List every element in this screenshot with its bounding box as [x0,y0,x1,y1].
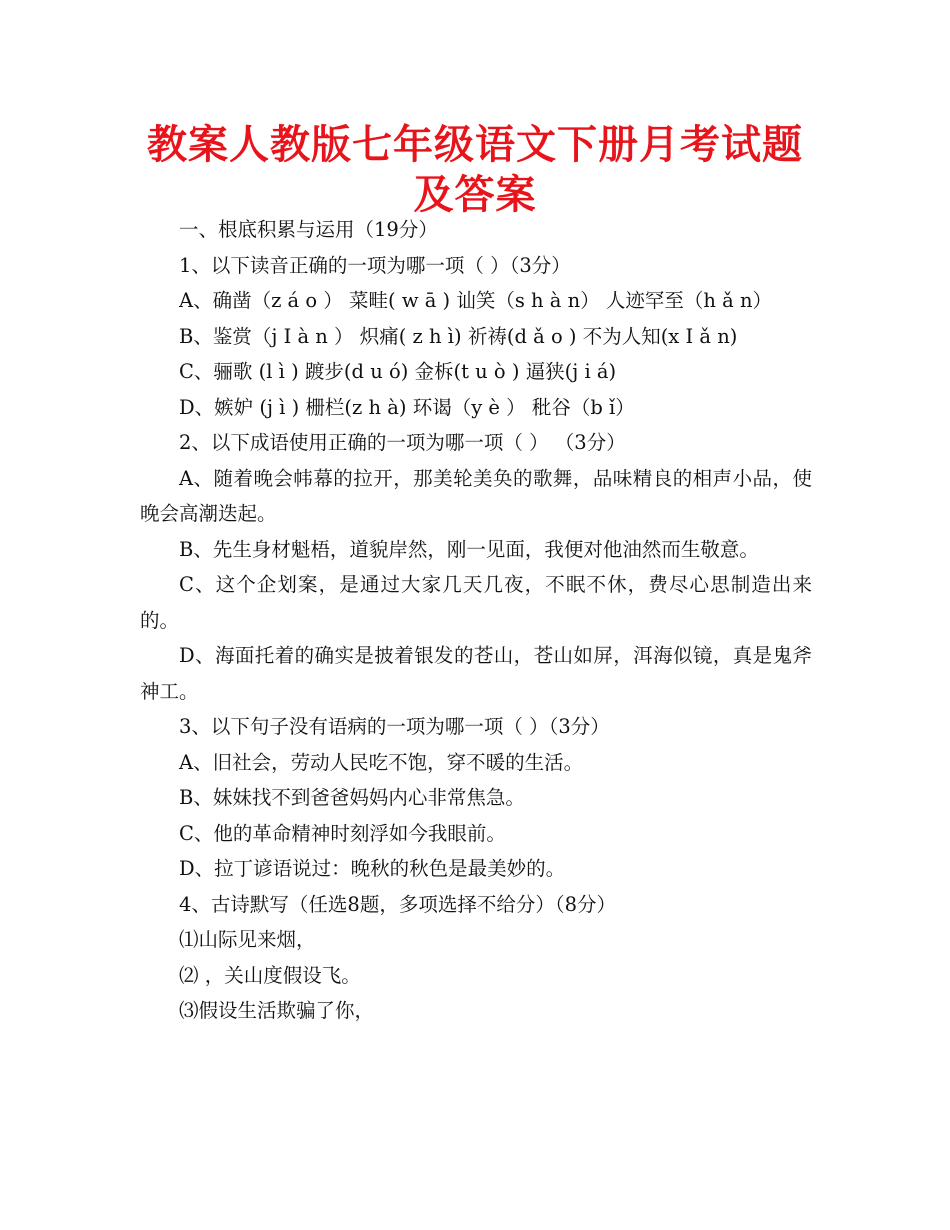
question-3-option-d: D、拉丁谚语说过：晚秋的秋色是最美妙的。 [179,857,566,880]
question-1-option-b: B、鉴赏（j I à n ） 炽痛( z h ì) 祈祷(d ǎ o ) 不为人知(x I ǎ n) [179,324,738,348]
question-2: 2、以下成语使用正确的一项为哪一项（ ） （3分） [179,431,626,454]
question-1-option-a: A、确凿（z á o ） 菜畦( w ā ) 讪笑（s h à n） 人迹罕至（h ǎ n） [179,289,773,312]
poem-line-3: ⑶假设生活欺骗了你， [179,999,375,1022]
question-2-option-a: A、随着晚会帏幕的拉开，那美轮美奂的歌舞，品味精良的相声小品，使晚会高潮迭起。 [140,466,812,525]
question-2-option-c: C、这个企划案，是通过大家几天几夜，不眠不休，费尽心思制造出来的。 [140,573,812,632]
question-4: 4、古诗默写（任选8题，多项选择不给分）（8分） [179,892,616,916]
question-2-option-d: D、海面托着的确实是披着银发的苍山，苍山如屏，洱海似镜，真是鬼斧神工。 [140,644,812,703]
poem-line-1: ⑴山际见来烟， [179,928,316,951]
question-3-option-b: B、妹妹找不到爸爸妈妈内心非常焦急。 [179,786,525,809]
question-3-option-c: C、他的革命精神时刻浮如今我眼前。 [179,821,506,845]
question-1-option-d: D、嫉妒 (j ì ) 栅栏(z h à) 环谒（y è ） 秕谷（b ǐ） [179,395,635,419]
question-1: 1、以下读音正确的一项为哪一项（ ）（3分） [179,253,571,277]
document-title: 教案人教版七年级语文下册月考试题及答案 [147,122,803,218]
question-1-option-c: C、骊歌 (l ì ) 踱步(d u ó) 金柝(t u ò ) 逼狭(j i á) [179,360,617,383]
document-body [140,212,812,1029]
question-3-option-a: A、旧社会，劳动人民吃不饱，穿不暖的生活。 [179,750,584,774]
question-3: 3、以下句子没有语病的一项为哪一项（ ）（3分） [179,715,610,738]
poem-line-2: ⑵ ，关山度假设飞。 [179,963,361,987]
section-heading: 一、根底积累与运用（19分） [179,218,438,241]
question-2-option-b: B、先生身材魁梧，道貌岸然，刚一见面，我便对他油然而生敬意。 [179,537,759,561]
